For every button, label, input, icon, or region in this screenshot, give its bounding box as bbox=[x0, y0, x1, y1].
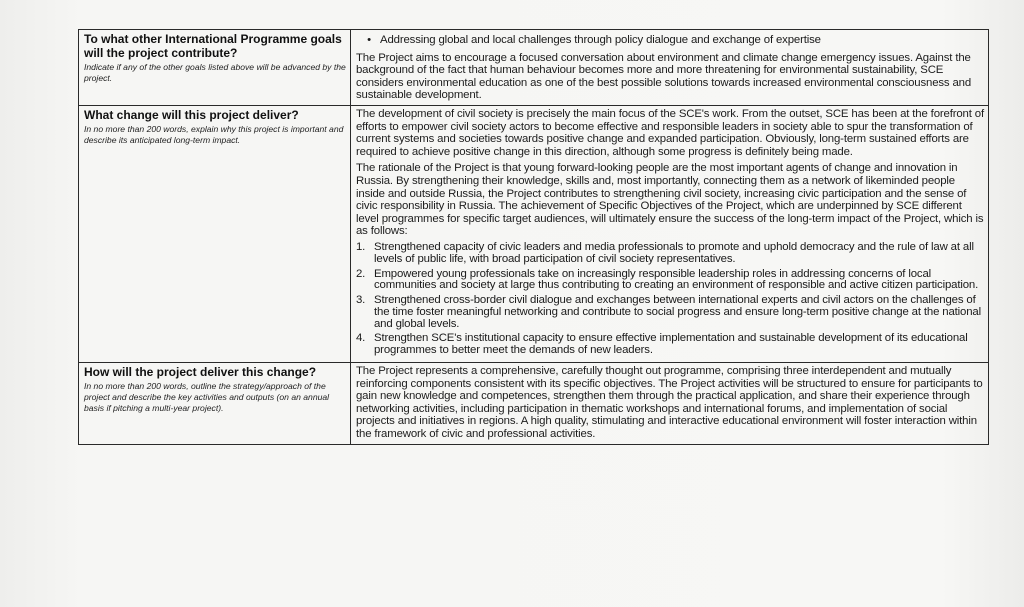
answer-paragraph: The rationale of the Project is that young forward-looking people are the most important agents of change and innovation in Russia. By strengthening their knowledge, skills and, most importantly, connecting them as a network of likeminded people inside and outside Russia, the Project contributes to strengthening civil society, increasing civic participation and the sense of civic responsibility in Russia. The achievement of Specific Objectives of the Project, which are underpinned by SCE different level programmes for specific target audiences, will ultimately ensure the success of the long-term impact of the Project, which is as follows: bbox=[356, 162, 984, 238]
question-hint: Indicate if any of the other goals listed above will be advanced by the project. bbox=[84, 62, 346, 83]
answer-cell bbox=[351, 105, 989, 362]
question-hint: In no more than 200 words, explain why this project is important and describe its anticipated long-term impact. bbox=[84, 123, 344, 145]
answer-paragraph: The development of civil society is precisely the main focus of the SCE's work. From the outset, SCE has been at the forefront of efforts to empower civil society actors to become effective and responsible leaders in society able to spur the transformation of current systems and societies towards positive change and expanded participation. Obviously, long-term sustained efforts are required to achieve positive change in this direction, although some progress is definitely being made. bbox=[356, 107, 984, 158]
table-row bbox=[79, 30, 989, 106]
list-number: 3. bbox=[356, 294, 366, 307]
bullet-icon: • bbox=[367, 34, 371, 46]
table-row bbox=[79, 105, 989, 362]
list-item bbox=[356, 295, 984, 330]
answer-paragraph: The Project aims to encourage a focused conversation about environment and climate change emergency issues. Against the background of the fact that human behaviour becomes more and more threatening for environmental sustainability, SCE considers environmental education as one of the best possible solutions towards increased environmental consciousness and sustainable development. bbox=[356, 51, 972, 102]
list-number: 4. bbox=[356, 332, 366, 345]
list-item bbox=[356, 269, 984, 293]
question-cell bbox=[79, 105, 351, 362]
question-hint: In no more than 200 words, outline the strategy/approach of the project and describe the key activities and outputs (on an annual basis if pitching a multi-year project). bbox=[84, 381, 330, 414]
list-number: 2. bbox=[356, 267, 366, 280]
question-title: How will the project deliver this change? bbox=[84, 365, 317, 380]
list-item bbox=[367, 34, 984, 47]
question-title: What change will this project deliver? bbox=[84, 107, 299, 122]
list-item bbox=[356, 242, 984, 266]
answer-paragraph: The Project represents a comprehensive, carefully thought out programme, comprising three interdependent and mutually reinforcing components consistent with its specific objectives. The Project activities will be structured to ensure for participants to gain new knowledge and competences, strengthen them through the practical application, and share their experience through networking activities, including participation in thematic workshops and international forums, and implementation of social projects and initiatives in regions. A high quality, stimulating and interactive educational environment will foster interaction within the framework of civic and professional activities. bbox=[356, 365, 983, 441]
proposal-form-table bbox=[78, 29, 989, 445]
list-text: Strengthen SCE's institutional capacity to ensure effective implementation and sustainable development of its educational programmes to better meet the demands of new leaders. bbox=[374, 332, 968, 357]
table-row bbox=[79, 363, 989, 445]
list-text: Strengthened cross-border civil dialogue and exchanges between international experts and civil actors on the challenges of the time foster meaningful networking and contribute to social progress and ensure long-term positive change at the national and global levels. bbox=[374, 294, 981, 330]
impact-list bbox=[356, 242, 984, 357]
bullet-text: Addressing global and local challenges through policy dialogue and exchange of expertise bbox=[380, 34, 821, 46]
question-title: To what other International Programme goals will the project contribute? bbox=[84, 32, 342, 60]
answer-cell bbox=[351, 363, 989, 445]
question-cell bbox=[79, 363, 351, 445]
answer-cell bbox=[351, 30, 989, 106]
list-text: Strengthened capacity of civic leaders and media professionals to promote and uphold democracy and the rule of law at all levels of public life, with broad participation of civil society representatives. bbox=[374, 240, 974, 265]
list-number: 1. bbox=[356, 240, 366, 253]
question-cell bbox=[79, 30, 351, 106]
list-text: Empowered young professionals take on increasingly responsible leadership roles in addressing concerns of local communities and society at large thus contributing to creating an environment of responsible and active citizen participation. bbox=[374, 267, 979, 292]
list-item bbox=[356, 333, 984, 357]
